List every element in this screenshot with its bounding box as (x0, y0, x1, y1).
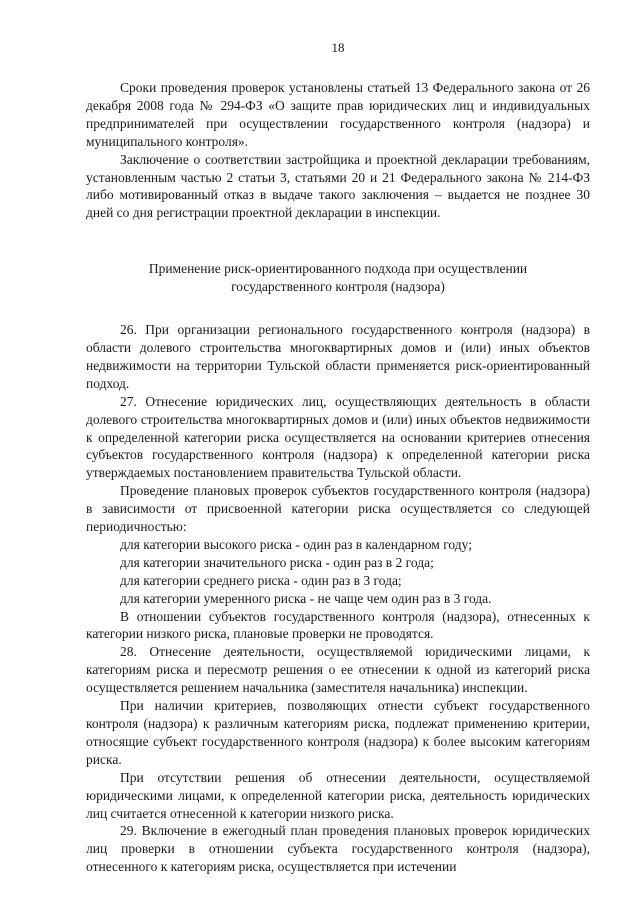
paragraph-planned-inspections: Проведение плановых проверок субъектов государственного контроля (надзора) в зависимости от присвоенной категории риска осуществляется со следующей периодичностью: (86, 483, 590, 535)
list-item: для категории среднего риска - один раз в 3 года; (120, 572, 402, 588)
section-heading-line-2: государственного контроля (надзора) (231, 279, 445, 295)
risk-frequency-list (86, 536, 590, 608)
section-heading-line-1: Применение риск-ориентированного подхода при осуществлении (148, 261, 528, 277)
paragraph-29: 29. Включение в ежегодный план проведения плановых проверок юридических лиц проверки в отношении субъекта государственного контроля (надзора), отнесенного к категориям риска, осуществляется при истечении (86, 823, 590, 875)
paragraph-conclusion: Заключение о соответствии застройщика и проектной декларации требованиям, установленным частью 2 статьи 3, статьями 20 и 21 Федерального закона № 214-ФЗ либо мотивированный отказ в выдаче такого заключения – выдается не позднее 30 дней со дня регистрации проектной декларации в инспекции. (86, 151, 590, 221)
paragraph-absent-decision: При отсутствии решения об отнесении деятельности, осуществляемой юридическими лицами, к определенной категории риска, деятельность юридических лиц считается отнесенной к категории низкого риска. (86, 769, 590, 821)
paragraph-26: 26. При организации регионального государственного контроля (надзора) в области долевого строительства многоквартирных домов и (или) иных объектов недвижимости на территории Тульской области применяется риск-ориентированный подход. (86, 322, 590, 391)
paragraph-27: 27. Отнесение юридических лиц, осуществляющих деятельность в области долевого строительства многоквартирных домов и (или) иных объектов недвижимости к определенной категории риска осуществляется на основании критериев отнесения субъектов государственного контроля (надзора) к определенной категории риска утверждаемых постановлением правительства Тульской области. (86, 393, 590, 481)
list-item: для категории высокого риска - один раз в календарном году; (120, 536, 472, 552)
paragraph-inspection-terms: Сроки проведения проверок установлены статьей 13 Федерального закона от 26 декабря 2008 года № 294-ФЗ «О защите прав юридических лиц и индивидуальных предпринимателей при осуществлении государственного контроля (надзора) и муниципального контроля». (86, 80, 590, 149)
section-heading (86, 260, 590, 296)
list-item: для категории умеренного риска - не чаще чем один раз в 3 года. (120, 590, 492, 606)
paragraph-28: 28. Отнесение деятельности, осуществляемой юридическими лицами, к категориям риска и пересмотр решения о ее отнесении к одной из категорий риска осуществляется решением начальника (заместителя начальника) инспекции. (86, 644, 590, 696)
page-number: 18 (331, 40, 345, 55)
paragraph-criteria: При наличии критериев, позволяющих отнести субъект государственного контроля (надзора) к различным категориям риска, подлежат применению критерии, относящие субъект государственного контроля (надзора) к более высоким категориям риска. (86, 698, 590, 767)
paragraph-low-risk: В отношении субъектов государственного контроля (надзора), отнесенных к категории низкого риска, плановые проверки не проводятся. (86, 608, 590, 642)
list-item: для категории значительного риска - один раз в 2 года; (120, 554, 434, 570)
